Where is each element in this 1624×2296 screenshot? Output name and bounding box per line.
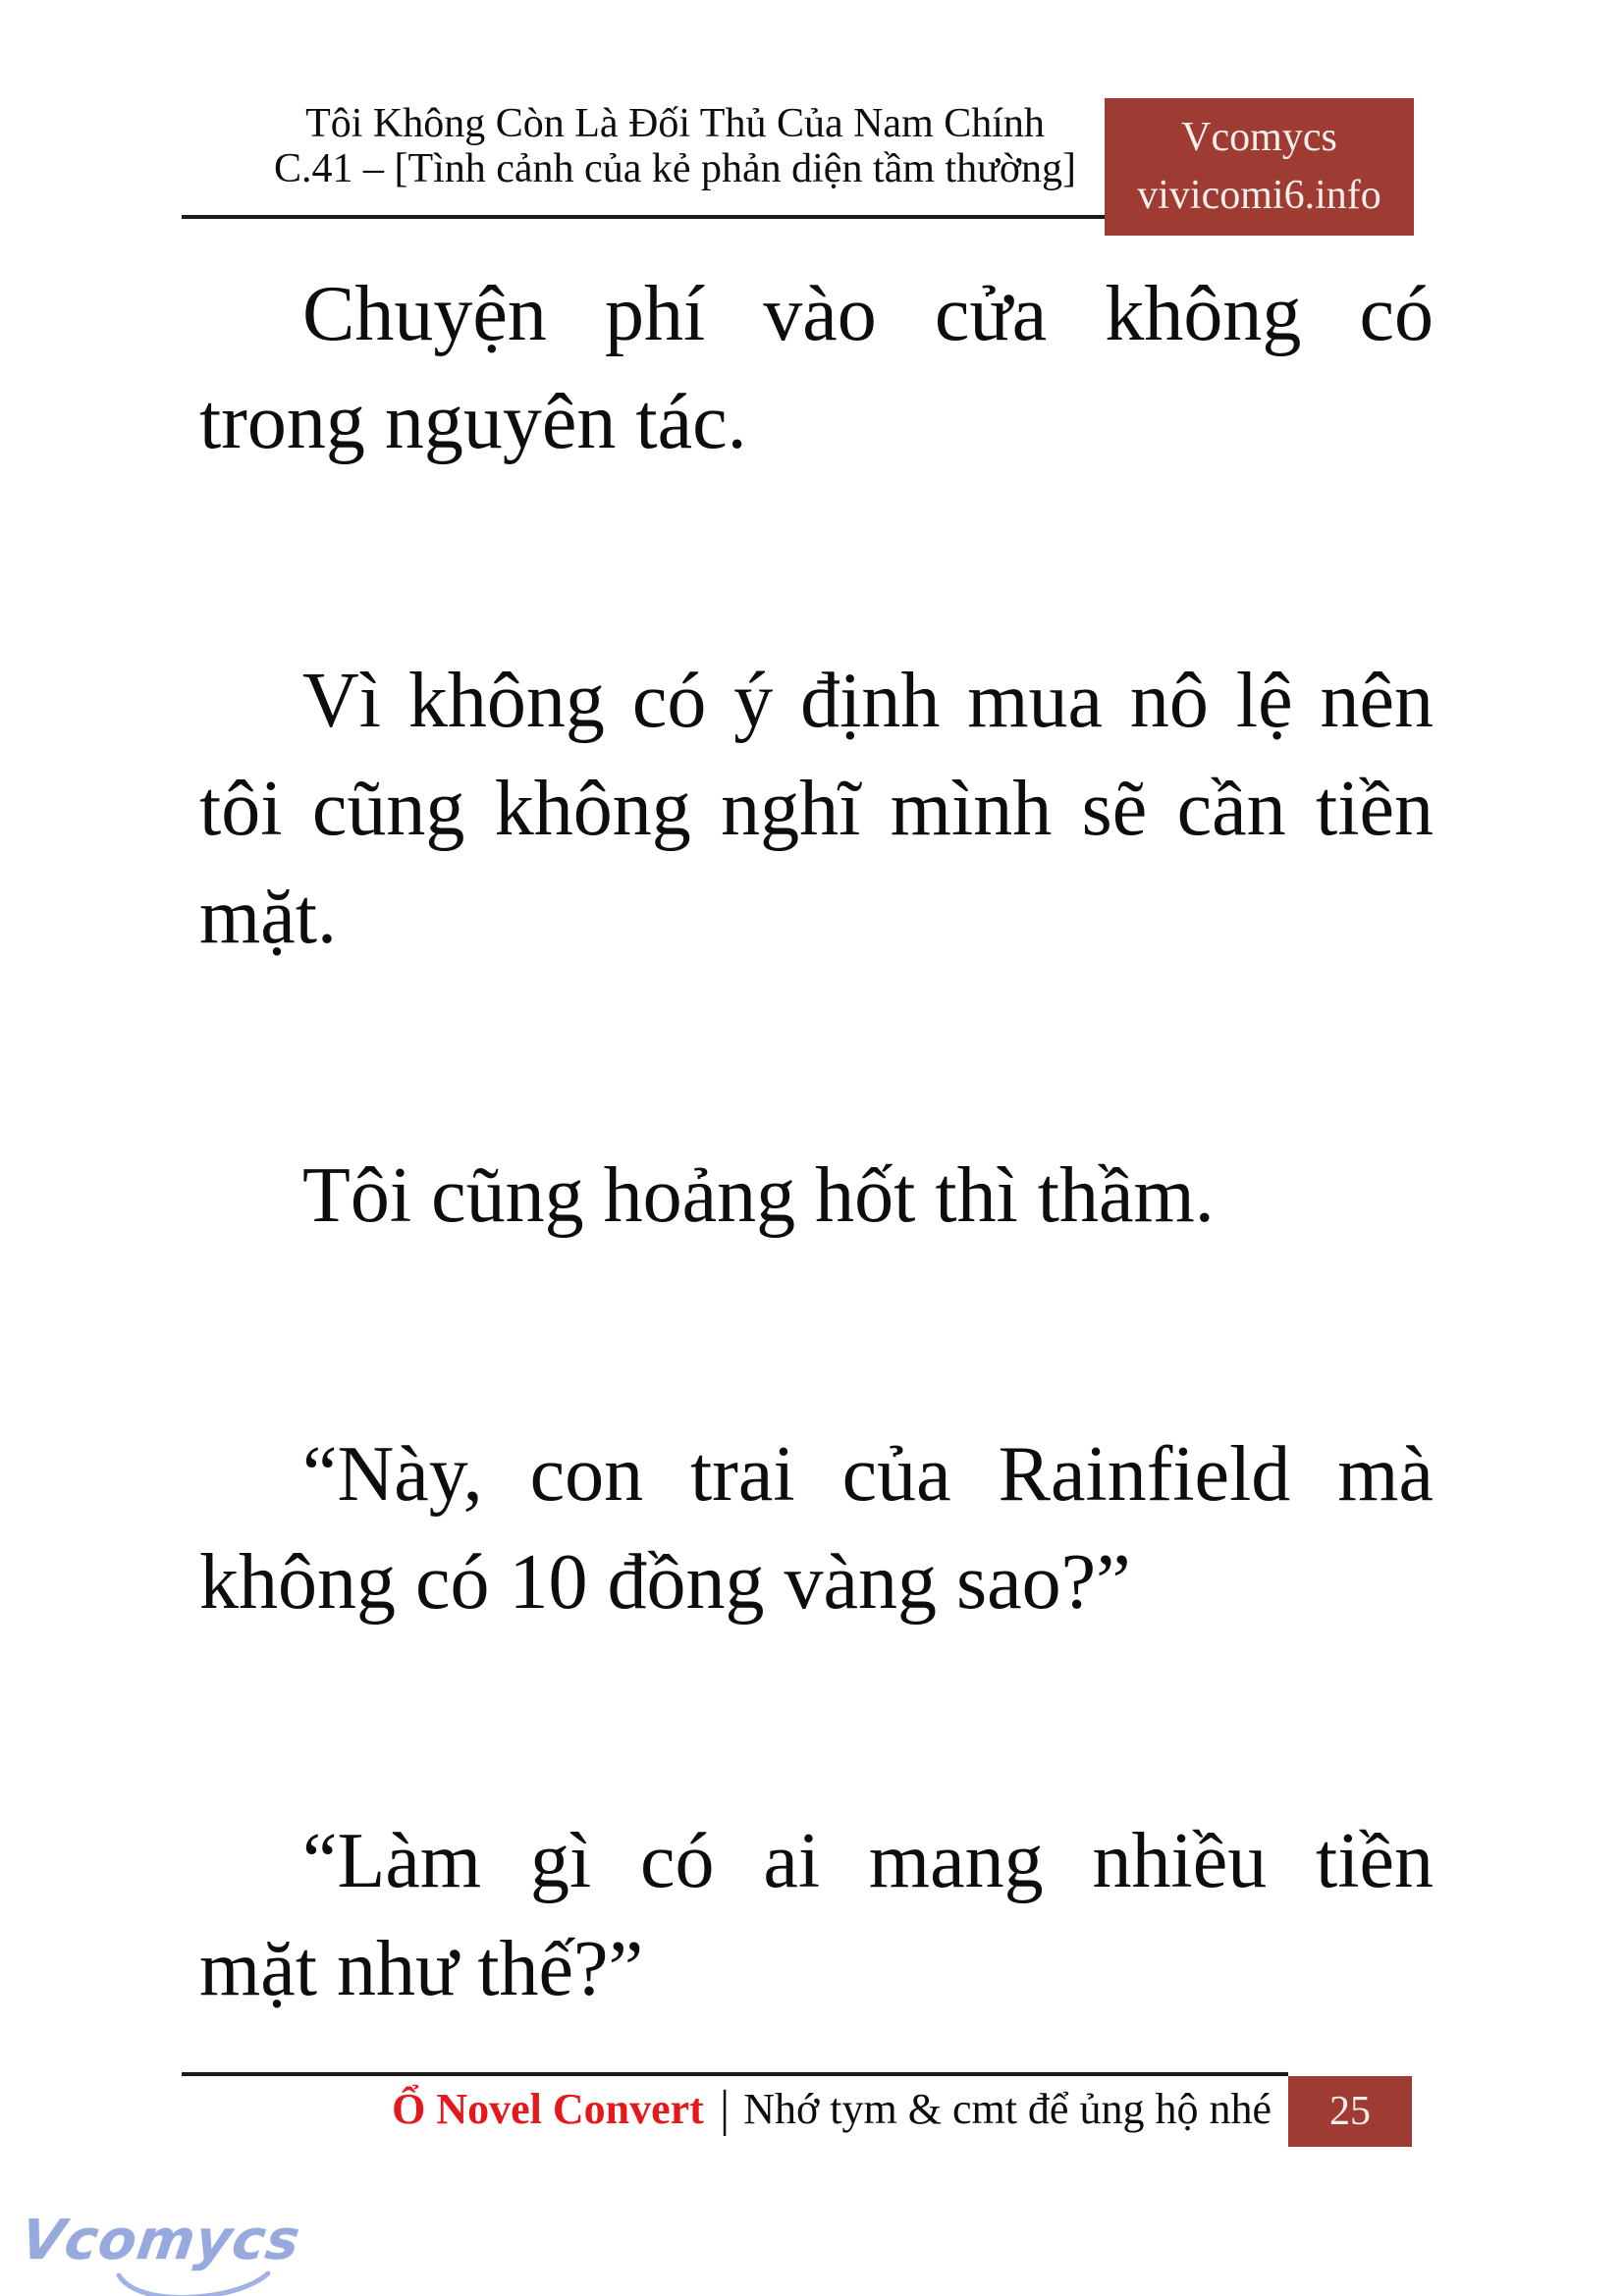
site-name: Vcomycs — [1181, 115, 1337, 160]
text-line: mặt. — [199, 874, 337, 960]
header — [182, 101, 1168, 191]
footer-brand: Ổ Novel Convert — [392, 2084, 704, 2133]
site-badge — [1105, 98, 1414, 236]
text-line: “Này, con trai của Rainfield mà — [302, 1431, 1434, 1518]
watermark-logo-text: Vcomycs — [17, 2209, 304, 2272]
text-line: Vì không có ý định mua nô lệ nên — [302, 658, 1434, 744]
text-line: Chuyện phí vào cửa không có — [302, 271, 1434, 357]
watermark-swoosh-decoration — [115, 2269, 272, 2296]
paragraph-2 — [199, 647, 1434, 971]
footer-note: Nhớ tym & cmt để ủng hộ nhé — [743, 2084, 1272, 2133]
page-number: 25 — [1329, 2089, 1371, 2134]
footer — [182, 2076, 1272, 2141]
text-line: không có 10 đồng vàng sao?” — [199, 1539, 1131, 1626]
page-title: Tôi Không Còn Là Đối Thủ Của Nam Chính — [305, 101, 1045, 146]
paragraph-5 — [199, 1807, 1434, 2023]
chapter-subtitle: C.41 – [Tình cảnh của kẻ phản diện tầm thường] — [273, 146, 1077, 191]
paragraph-3 — [199, 1142, 1434, 1250]
page-number-badge — [1288, 2076, 1412, 2147]
paragraph-4 — [199, 1420, 1434, 1636]
vcomycs-watermark-logo — [17, 2209, 304, 2296]
text-line: tôi cũng không nghĩ mình sẽ cần tiền — [199, 766, 1434, 852]
text-line: mặt như thế?” — [199, 1926, 644, 2012]
text-line: trong nguyên tác. — [199, 379, 747, 465]
paragraph-1 — [199, 260, 1434, 476]
site-url: vivicomi6.info — [1137, 173, 1381, 218]
text-line: Tôi cũng hoảng hốt thì thầm. — [302, 1152, 1215, 1239]
text-line: “Làm gì có ai mang nhiều tiền — [302, 1818, 1434, 1904]
body-text — [199, 260, 1434, 2194]
header-divider — [182, 215, 1105, 219]
footer-separator: | — [719, 2080, 731, 2137]
